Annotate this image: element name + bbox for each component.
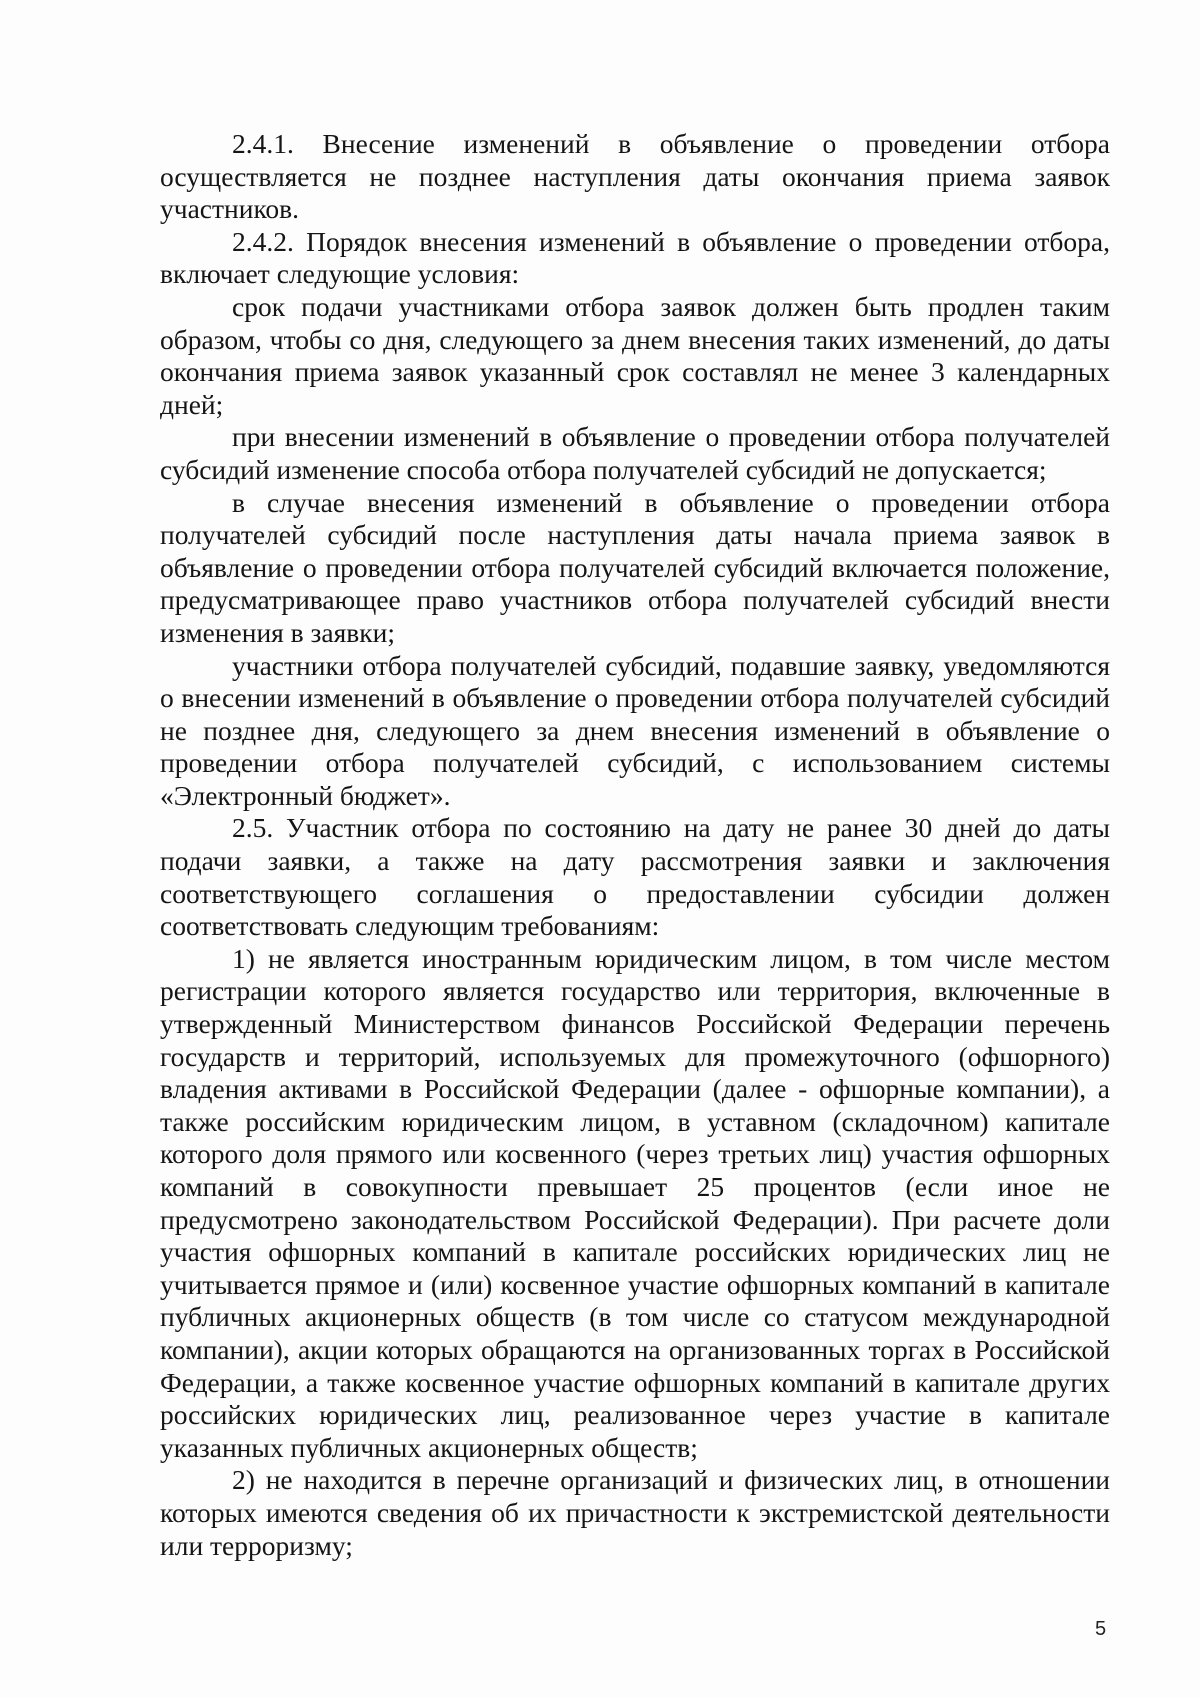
page-number: 5 xyxy=(1095,1618,1107,1640)
paragraph-method-change: при внесении изменений в объявление о проведении отбора получателей субсидий изменение способа отбора получателей субсидий не допускается; xyxy=(160,421,1110,485)
paragraph-application-changes: в случае внесения изменений в объявление о проведении отбора получателей субсидий после наступления даты начала приема заявок в объявление о проведении отбора получателей субсидий включается положение, предусматривающее право участников отбора получателей субсидий внести изменения в заявки; xyxy=(160,486,1110,648)
paragraph-2-4-2: 2.4.2. Порядок внесения изменений в объявление о проведении отбора, включает следующие условия: xyxy=(160,225,1110,290)
paragraph-deadline-extension: срок подачи участниками отбора заявок должен быть продлен таким образом, чтобы со дня, следующего за днем внесения таких изменений, до даты окончания приема заявок указанный срок составлял не менее 3 календарных дней; xyxy=(160,290,1110,420)
paragraph-requirement-1: 1) не является иностранным юридическим лицом, в том числе местом регистрации которого является государство или территория, включенные в утвержденный Министерством финансов Российской Федерации перечень государств и территорий, используемых для промежуточного (офшорного) владения активами в Российской Федерации (далее - офшорные компании), а также российским юридическим лицом, в уставном (складочном) капитале которого доля прямого или косвенного (через третьих лиц) участия офшорных компаний в совокупности превышает 25 процентов (если иное не предусмотрено законодательством Российской Федерации). При расчете доли участия офшорных компаний в капитале российских юридических лиц не учитывается прямое и (или) косвенное участие офшорных компаний в капитале публичных акционерных обществ (в том числе со статусом международной компании), акции которых обращаются на организованных торгах в Российской Федерации, а также косвенное участие офшорных компаний в капитале других российских юридических лиц, реализованное через участие в капитале указанных публичных акционерных обществ; xyxy=(160,942,1110,1463)
paragraph-requirement-2: 2) не находится в перечне организаций и физических лиц, в отношении которых имеются сведения об их причастности к экстремистской деятельности или терроризму; xyxy=(160,1464,1110,1561)
paragraph-notification: участники отбора получателей субсидий, подавшие заявку, уведомляются о внесении изменений в объявление о проведении отбора получателей субсидий не позднее дня, следующего за днем внесения изменений в объявление о проведении отбора получателей субсидий, с использованием системы «Электронный бюджет». xyxy=(160,649,1110,811)
paragraph-2-5: 2.5. Участник отбора по состоянию на дату не ранее 30 дней до даты подачи заявки, а также на дату рассмотрения заявки и заключения соответствующего соглашения о предоставлении субсидии должен соответствовать следующим требованиям: xyxy=(160,812,1110,942)
paragraph-2-4-1: 2.4.1. Внесение изменений в объявление о проведении отбора осуществляется не позднее наступления даты окончания приема заявок участников. xyxy=(160,128,1110,225)
document-body xyxy=(160,128,1110,1562)
